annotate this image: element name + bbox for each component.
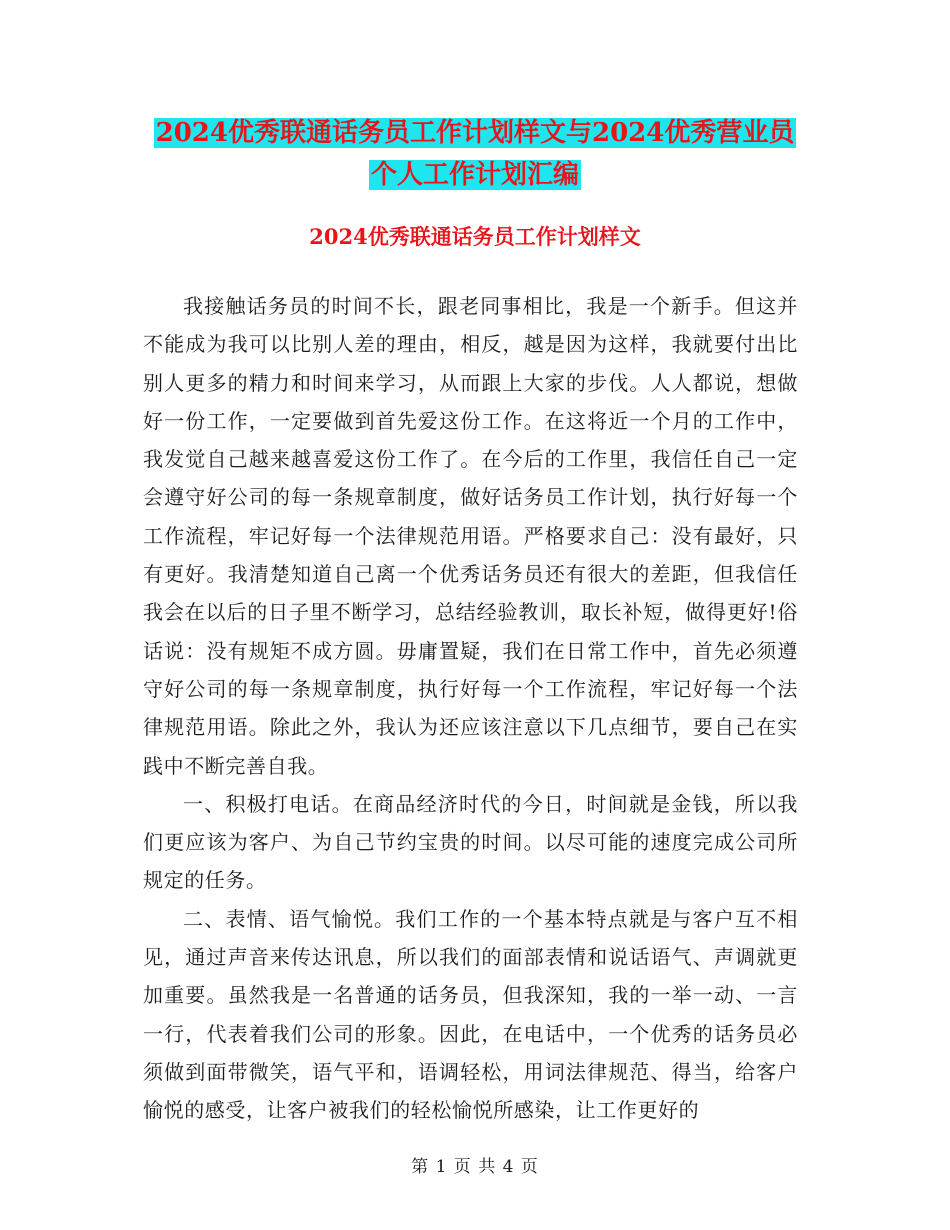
document-body bbox=[143, 287, 798, 1130]
document-title bbox=[0, 112, 950, 196]
section-title: 2024优秀联通话务员工作计划样文 bbox=[309, 224, 641, 249]
title-line-2: 个人工作计划汇编 bbox=[370, 160, 579, 190]
paragraph-point-1: 一、积极打电话。在商品经济时代的今日，时间就是金钱，所以我们更应该为客户、为自己节约宝贵的时间。以尽可能的速度完成公司所规定的任务。 bbox=[143, 791, 798, 893]
paragraph-intro: 我接触话务员的时间不长，跟老同事相比，我是一个新手。但这并不能成为我可以比别人差的理由，相反，越是因为这样，我就要付出比别人更多的精力和时间来学习，从而跟上大家的步伐。人人都说，想做好一份工作，一定要做到首先爱这份工作。在这将近一个月的工作中，我发觉自己越来越喜爱这份工作了。在今后的工作里，我信任自己一定会遵守好公司的每一条规章制度，做好话务员工作计划，执行好每一个工作流程，牢记好每一个法律规范用语。严格要求自己：没有最好，只有更好。我清楚知道自己离一个优秀话务员还有很大的差距，但我信任我会在以后的日子里不断学习，总结经验教训，取长补短，做得更好!俗话说：没有规矩不成方圆。毋庸置疑，我们在日常工作中，首先必须遵守好公司的每一条规章制度，执行好每一个工作流程，牢记好每一个法律规范用语。除此之外，我认为还应该注意以下几点细节，要自己在实践中不断完善自我。 bbox=[143, 294, 798, 778]
paragraph-point-2: 二、表情、语气愉悦。我们工作的一个基本特点就是与客户互不相见，通过声音来传达讯息，所以我们的面部表情和说话语气、声调就更加重要。虽然我是一名普通的话务员，但我深知，我的一举一动、一言一行，代表着我们公司的形象。因此，在电话中，一个优秀的话务员必须做到面带微笑，语气平和，语调轻松，用词法律规范、得当，给客户愉悦的感受，让客户被我们的轻松愉悦所感染，让工作更好的 bbox=[143, 906, 798, 1123]
page-number-footer: 第 1 页 共 4 页 bbox=[411, 1157, 539, 1177]
title-line-1: 2024优秀联通话务员工作计划样文与2024优秀营业员 bbox=[155, 118, 795, 148]
